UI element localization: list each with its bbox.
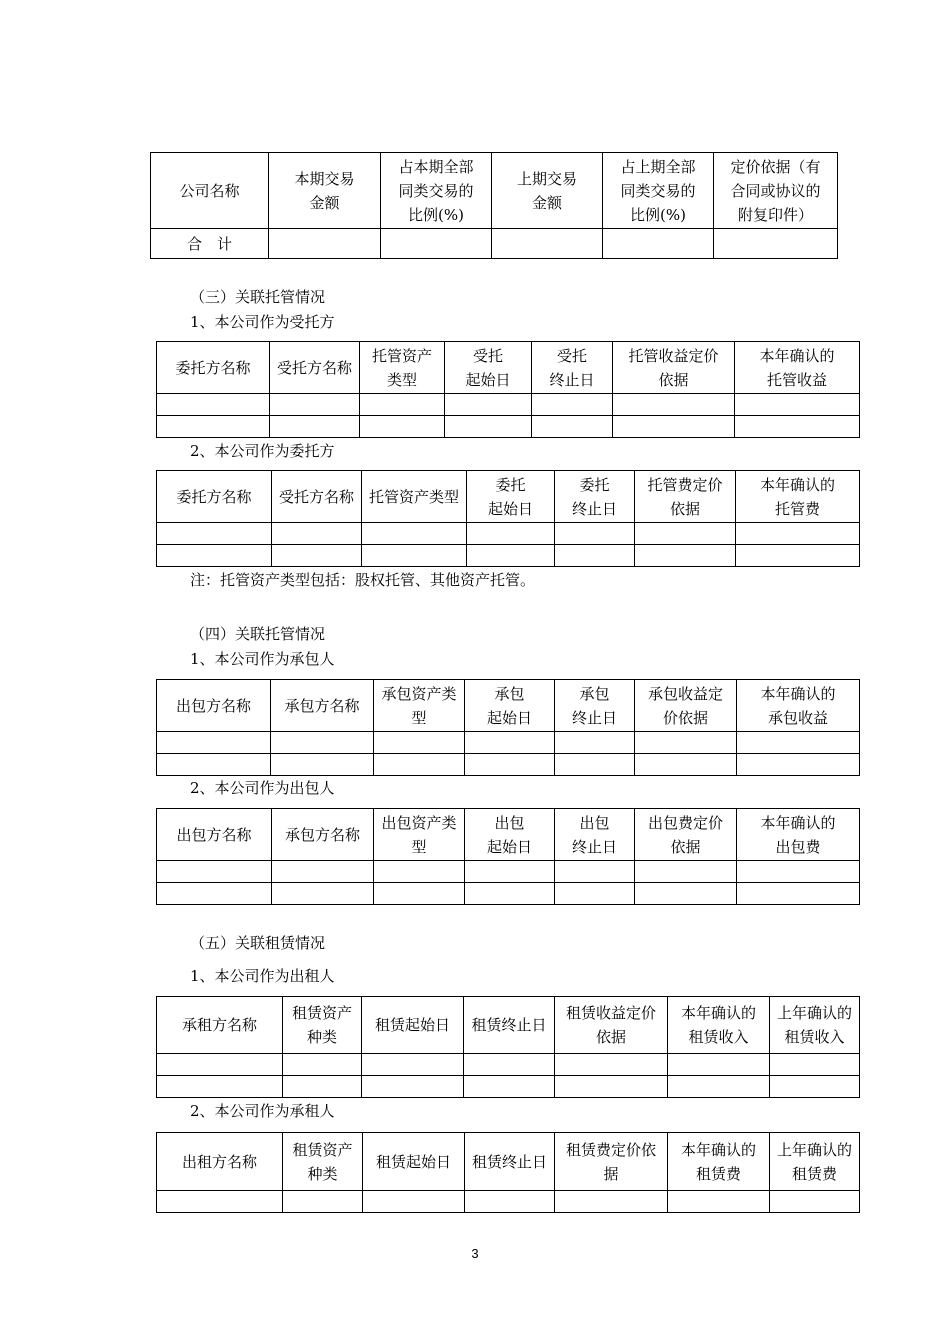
column-header: 定价依据（有 合同或协议的 附复印件）: [714, 153, 838, 229]
table-cell: [157, 754, 271, 776]
column-header: 承包 终止日: [555, 680, 635, 732]
section5-title: （五）关联租赁情况: [190, 934, 326, 952]
table-row: [157, 1076, 860, 1098]
table-cell: [465, 754, 555, 776]
table-cell: [635, 545, 736, 567]
custody-trustor-table: [156, 470, 860, 567]
table-cell: [555, 754, 635, 776]
table-cell: [465, 732, 555, 754]
table-row: [157, 523, 860, 545]
table-cell: [770, 1191, 860, 1213]
table-cell: [635, 861, 737, 883]
column-header: 出包资产类 型: [374, 809, 465, 861]
column-header: 托管收益定价 依据: [613, 342, 735, 394]
column-header: 承包方名称: [271, 680, 374, 732]
column-header: 租赁费定价依 据: [555, 1133, 668, 1191]
column-header: 租赁起始日: [363, 1133, 465, 1191]
column-header: 占本期全部 同类交易的 比例(%): [381, 153, 492, 229]
column-header: 受托方名称: [272, 471, 362, 523]
column-header: 受托 起始日: [445, 342, 532, 394]
column-header: 租赁起始日: [362, 997, 464, 1054]
table-cell: [668, 1191, 770, 1213]
table-cell: [737, 754, 860, 776]
table-cell: [374, 883, 465, 905]
table-row: [157, 1191, 860, 1213]
column-header: 本年确认的 租赁收入: [668, 997, 770, 1054]
table-cell: [363, 1191, 465, 1213]
column-header: 上年确认的 租赁收入: [770, 997, 860, 1054]
table-cell: [770, 1054, 860, 1076]
table-cell: [555, 523, 635, 545]
table-cell: [555, 1054, 668, 1076]
table-cell: [283, 1076, 362, 1098]
column-header: 承包方名称: [272, 809, 374, 861]
column-header: 委托方名称: [157, 471, 272, 523]
section4-sub2: 2、本公司作为出包人: [190, 779, 335, 797]
table-cell: [555, 1191, 668, 1213]
total-label: 合 计: [151, 229, 269, 259]
table-cell: [635, 732, 737, 754]
table-cell: [271, 754, 374, 776]
column-header: 承包收益定 价依据: [635, 680, 737, 732]
table-cell: [613, 416, 735, 438]
column-header: 受托 终止日: [532, 342, 613, 394]
section5-sub1: 1、本公司作为出租人: [190, 967, 335, 985]
table-cell: [737, 732, 860, 754]
table-cell: [555, 545, 635, 567]
table-cell: [736, 545, 860, 567]
table-cell: [283, 1191, 363, 1213]
column-header: 委托 终止日: [555, 471, 635, 523]
column-header: 本年确认的 托管费: [736, 471, 860, 523]
section4-sub1: 1、本公司作为承包人: [190, 650, 335, 668]
table-row: [157, 394, 860, 416]
table-cell: [157, 861, 272, 883]
table-cell: [157, 416, 270, 438]
table-cell: [283, 1054, 362, 1076]
table-cell: [467, 523, 555, 545]
table-cell: [555, 1076, 668, 1098]
column-header: 本年确认的 托管收益: [735, 342, 860, 394]
table-row: [157, 732, 860, 754]
column-header: 公司名称: [151, 153, 269, 229]
column-header: 出包费定价 依据: [635, 809, 737, 861]
table-cell: [635, 754, 737, 776]
column-header: 本年确认的 租赁费: [668, 1133, 770, 1191]
column-header: 托管费定价 依据: [635, 471, 736, 523]
column-header: 本年确认的 出包费: [737, 809, 860, 861]
table-cell: [270, 394, 360, 416]
header-row: [157, 997, 860, 1054]
table-cell: [613, 394, 735, 416]
table-cell: [465, 861, 555, 883]
table-row: [157, 883, 860, 905]
table-cell: [270, 416, 360, 438]
table-cell: [360, 394, 445, 416]
table-cell: [465, 883, 555, 905]
table-cell: [464, 1054, 555, 1076]
section3-title: （三）关联托管情况: [190, 288, 326, 306]
column-header: 租赁收益定价 依据: [555, 997, 668, 1054]
table-cell: [157, 1076, 283, 1098]
table-cell: [157, 394, 270, 416]
header-row: [151, 153, 838, 229]
column-header: 租赁资产 种类: [283, 1133, 363, 1191]
table-cell: [635, 523, 736, 545]
section3-sub2: 2、本公司作为委托方: [190, 442, 335, 460]
table-cell: [445, 416, 532, 438]
table-cell: [735, 416, 860, 438]
column-header: 出包 终止日: [555, 809, 635, 861]
table-cell: [555, 883, 635, 905]
page-number: 3: [471, 1246, 479, 1261]
custody-trustee-table: [156, 341, 860, 438]
header-row: [157, 680, 860, 732]
table-cell: [374, 861, 465, 883]
column-header: 出包方名称: [157, 809, 272, 861]
section4-title: （四）关联托管情况: [190, 625, 326, 643]
column-header: 租赁资产 种类: [283, 997, 362, 1054]
table-cell: [668, 1076, 770, 1098]
table-cell: [157, 732, 271, 754]
column-header: 承租方名称: [157, 997, 283, 1054]
table-cell: [465, 1191, 555, 1213]
header-row: [157, 1133, 860, 1191]
table-row: [157, 545, 860, 567]
column-header: 本期交易 金额: [269, 153, 381, 229]
lease-lessee-table: [156, 1132, 860, 1213]
table-row: [157, 754, 860, 776]
column-header: 委托 起始日: [467, 471, 555, 523]
table-row: [157, 861, 860, 883]
table-cell: [737, 883, 860, 905]
section3-sub1: 1、本公司作为受托方: [190, 313, 335, 331]
custody-note: 注：托管资产类型包括：股权托管、其他资产托管。: [190, 571, 536, 589]
table-cell: [157, 1054, 283, 1076]
column-header: 上年确认的 租赁费: [770, 1133, 860, 1191]
table-cell: [360, 416, 445, 438]
header-row: [157, 471, 860, 523]
table-cell: [737, 861, 860, 883]
table-cell: [272, 883, 374, 905]
contracting-contractor-table: [156, 679, 860, 776]
column-header: 租赁终止日: [464, 997, 555, 1054]
table-cell: [467, 545, 555, 567]
table-cell: [272, 861, 374, 883]
table-cell: [157, 545, 272, 567]
column-header: 出包 起始日: [465, 809, 555, 861]
table-cell: [532, 416, 613, 438]
table-cell: [532, 394, 613, 416]
total-row: [151, 229, 838, 259]
table-row: [157, 416, 860, 438]
related-transaction-table: [150, 152, 838, 259]
column-header: 委托方名称: [157, 342, 270, 394]
header-row: [157, 342, 860, 394]
column-header: 出包方名称: [157, 680, 271, 732]
table-cell: [374, 732, 465, 754]
column-header: 托管资产类型: [362, 471, 467, 523]
table-cell: [272, 523, 362, 545]
table-cell: [374, 754, 465, 776]
table-cell: [445, 394, 532, 416]
column-header: 托管资产 类型: [360, 342, 445, 394]
column-header: 受托方名称: [270, 342, 360, 394]
table-cell: [362, 1054, 464, 1076]
table-cell: [362, 1076, 464, 1098]
section5-sub2: 2、本公司作为承租人: [190, 1102, 335, 1120]
table-cell: [668, 1054, 770, 1076]
column-header: 承包资产类 型: [374, 680, 465, 732]
lease-lessor-table: [156, 996, 860, 1098]
table-cell: [464, 1076, 555, 1098]
table-cell: [362, 523, 467, 545]
column-header: 承包 起始日: [465, 680, 555, 732]
table-cell: [157, 1191, 283, 1213]
table-row: [157, 1054, 860, 1076]
table-cell: [157, 883, 272, 905]
column-header: 本年确认的 承包收益: [737, 680, 860, 732]
table-cell: [770, 1076, 860, 1098]
table-cell: [272, 545, 362, 567]
header-row: [157, 809, 860, 861]
column-header: 租赁终止日: [465, 1133, 555, 1191]
table-cell: [635, 883, 737, 905]
table-cell: [736, 523, 860, 545]
table-cell: [735, 394, 860, 416]
table-cell: [362, 545, 467, 567]
table-cell: [555, 861, 635, 883]
column-header: 出租方名称: [157, 1133, 283, 1191]
column-header: 占上期全部 同类交易的 比例(%): [603, 153, 714, 229]
table-cell: [157, 523, 272, 545]
column-header: 上期交易 金额: [492, 153, 603, 229]
table-cell: [555, 732, 635, 754]
contracting-outsourcer-table: [156, 808, 860, 905]
table-cell: [271, 732, 374, 754]
